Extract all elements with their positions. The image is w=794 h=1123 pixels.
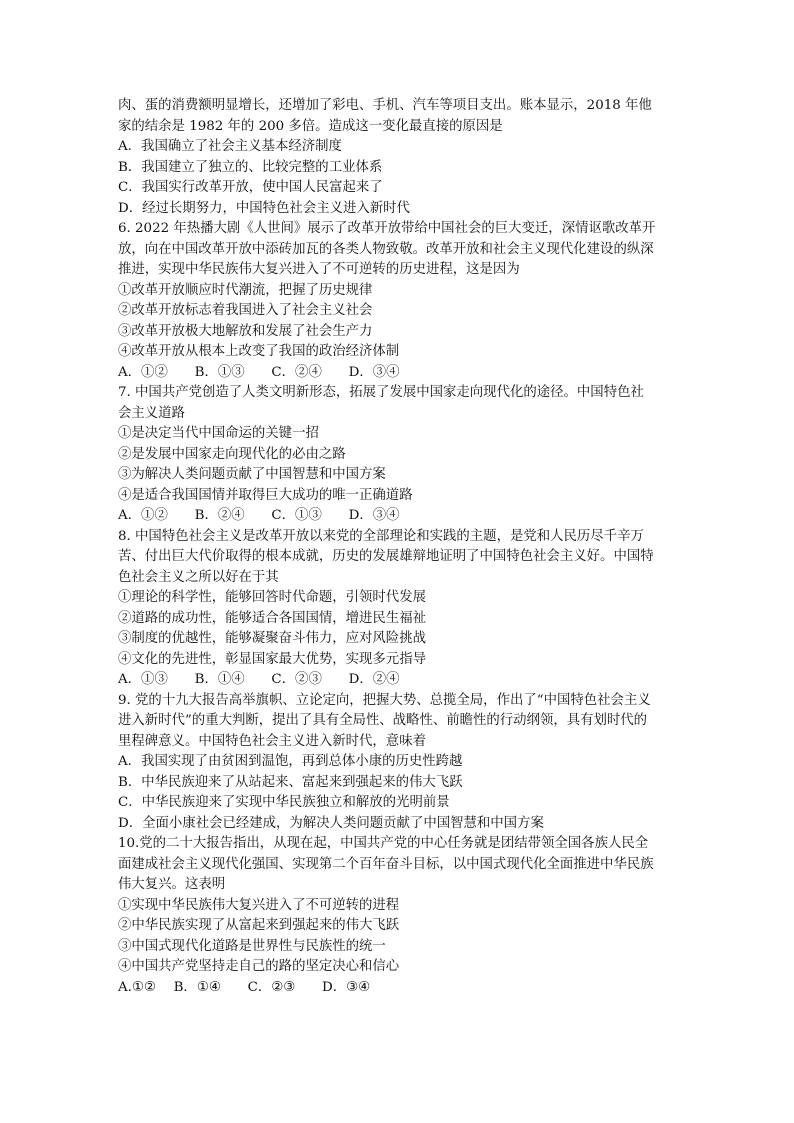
question-9-text: 里程碑意义。中国特色社会主义进入新时代，意味着	[118, 733, 426, 749]
option-line: C．中华民族迎来了实现中华民族独立和解放的光明前景	[118, 795, 450, 810]
answer-choices: A．①② B．②④ C．①③ D．③④	[118, 508, 400, 523]
question-8-text: 8. 中国特色社会主义是改革开放以来党的全部理论和实践的主题，是党和人民历尽千辛万	[118, 528, 644, 544]
question-7-text: 会主义道路	[118, 405, 185, 421]
answer-choices: A．①③ B．①④ C．②③ D．②④	[118, 672, 400, 687]
statement-line: ④中国共产党坚持走自己的路的坚定决心和信心	[118, 959, 400, 974]
question-10-text: 面建成社会主义现代化强国、实现第二个百年奋斗目标，以中国式现代化全面推进中华民族	[118, 856, 654, 872]
statement-line: ②改革开放标志着我国进入了社会主义社会	[118, 303, 373, 318]
statement-line: ②是发展中国家走向现代化的必由之路	[118, 446, 346, 462]
statement-line: ③改革开放极大地解放和发展了社会生产力	[118, 323, 373, 339]
statement-line: ①理论的科学性，能够回答时代命题，引领时代发展	[118, 590, 426, 605]
exam-page	[118, 96, 678, 998]
statement-line: ②中华民族实现了从富起来到强起来的伟大飞跃	[118, 918, 400, 933]
statement-line: ①是决定当代中国命运的关键一招	[118, 426, 319, 441]
option-line: B．中华民族迎来了从站起来、富起来到强起来的伟大飞跃	[118, 774, 463, 790]
question-9-text: 进入新时代”的重大判断，提出了具有全局性、战略性、前瞻性的行动纲领，具有划时代的	[118, 713, 648, 728]
statement-line: ③制度的优越性，能够凝聚奋斗伟力，应对风险挑战	[118, 631, 426, 646]
option-line: C．我国实行改革开放，使中国人民富起来了	[118, 180, 383, 195]
question-8-text: 色社会主义之所以好在于其	[118, 569, 279, 585]
option-line: A．我国实现了由贫困到温饱，再到总体小康的历史性跨越	[118, 754, 463, 769]
statement-line: ①改革开放顺应时代潮流，把握了历史规律	[118, 282, 373, 298]
question-9-text: 9. 党的十九大报告高举旗帜、立论定向，把握大势、总揽全局，作出了“中国特色社会主义	[118, 692, 651, 708]
answer-choices: A.①② B．①④ C．②③ D．③④	[118, 979, 371, 995]
statement-line: ④是适合我国国情并取得巨大成功的唯一正确道路	[118, 487, 413, 503]
option-line: D．全面小康社会已经建成，为解决人类问题贡献了中国智慧和中国方案	[118, 815, 544, 831]
text-line: 家的结余是 1982 年的 200 多倍。造成这一变化最直接的原因是	[118, 118, 503, 134]
option-line: A．我国确立了社会主义基本经济制度	[118, 139, 342, 154]
statement-line: ②道路的成功性，能够适合各国国情，增进民生福祉	[118, 610, 426, 626]
question-8-text: 苦、付出巨大代价取得的根本成就，历史的发展雄辩地证明了中国特色社会主义好。中国特	[118, 549, 654, 564]
statement-line: ①实现中华民族伟大复兴进入了不可逆转的进程	[118, 897, 400, 913]
question-10-text: 伟大复兴。这表明	[118, 877, 226, 892]
answer-choices: A．①② B．①③ C．②④ D．③④	[118, 364, 400, 380]
statement-line: ④文化的先进性，彰显国家最大优势，实现多元指导	[118, 651, 426, 667]
statement-line: ③中国式现代化道路是世界性与民族性的统一	[118, 938, 386, 954]
option-line: D．经过长期努力，中国特色社会主义进入新时代	[118, 200, 410, 216]
text-line: 肉、蛋的消费额明显增长，还增加了彩电、手机、汽车等项目支出。账本显示，2018 年他	[118, 98, 652, 113]
statement-line: ③为解决人类问题贡献了中国智慧和中国方案	[118, 467, 386, 482]
question-6-text: 6. 2022 年热播大剧《人世间》展示了改革开放带给中国社会的巨大变迁，深情讴歌改革开	[118, 221, 656, 236]
question-7-text: 7. 中国共产党创造了人类文明新形态，拓展了发展中国家走向现代化的途径。中国特色社	[118, 385, 644, 400]
question-6-text: 推进，实现中华民族伟大复兴进入了不可逆转的历史进程，这是因为	[118, 262, 520, 277]
option-line: B．我国建立了独立的、比较完整的工业体系	[118, 159, 383, 175]
statement-line: ④改革开放从根本上改变了我国的政治经济体制	[118, 344, 400, 359]
question-10-text: 10.党的二十大报告指出，从现在起，中国共产党的中心任务就是团结带领全国各族人民全	[118, 836, 649, 851]
question-6-text: 放，向在中国改革开放中添砖加瓦的各类人物致敬。改革开放和社会主义现代化建设的纵深	[118, 241, 654, 257]
